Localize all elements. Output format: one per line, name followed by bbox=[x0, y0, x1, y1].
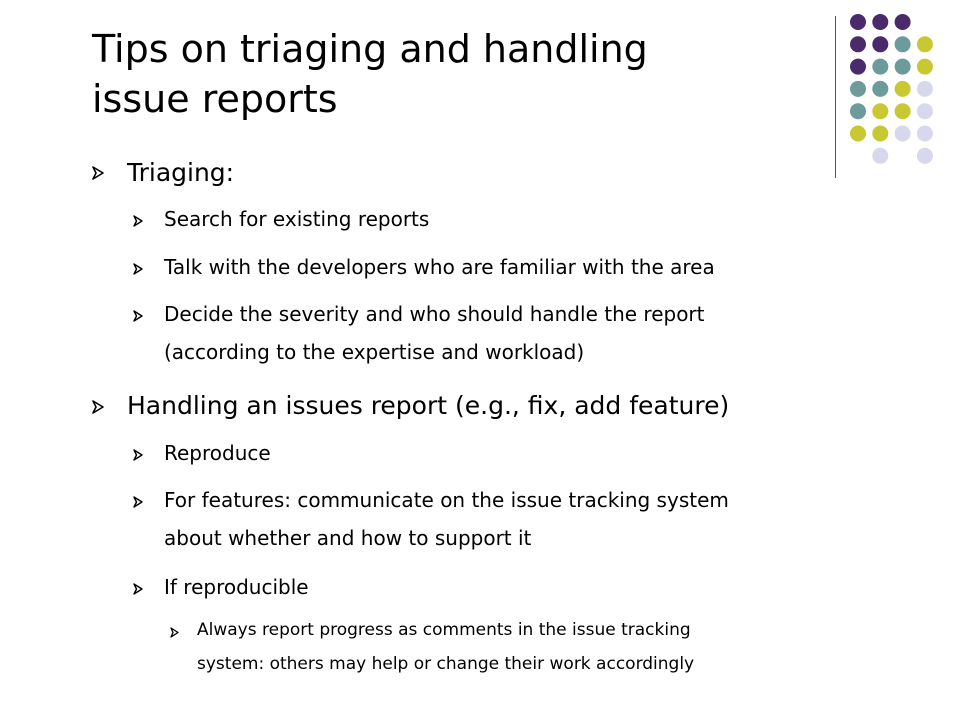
slide-title-line-2: issue reports bbox=[92, 77, 338, 121]
decorative-dot bbox=[895, 103, 911, 119]
handling-item-2-line-2: about whether and how to support it bbox=[164, 526, 532, 550]
triaging-item-3-line-1: Decide the severity and who should handle the report bbox=[164, 302, 705, 326]
decorative-dot bbox=[872, 81, 888, 97]
decorative-dot bbox=[850, 59, 866, 75]
decorative-dot bbox=[917, 81, 933, 97]
decorative-dot bbox=[850, 14, 866, 30]
decorative-dot bbox=[917, 59, 933, 75]
decorative-dot bbox=[850, 103, 866, 119]
decorative-dot bbox=[872, 59, 888, 75]
decorative-dot bbox=[850, 81, 866, 97]
decorative-dot bbox=[895, 126, 911, 142]
handling-heading: Handling an issues report (e.g., fix, add feature) bbox=[127, 391, 730, 420]
triaging-item-1: Search for existing reports bbox=[164, 207, 430, 231]
decorative-dot bbox=[850, 126, 866, 142]
handling-subitem-line-1: Always report progress as comments in the issue tracking bbox=[197, 620, 691, 640]
decorative-dot bbox=[895, 14, 911, 30]
slide-title-line-1: Tips on triaging and handling bbox=[92, 27, 648, 71]
decorative-dot bbox=[917, 148, 933, 164]
decorative-dot bbox=[872, 14, 888, 30]
decorative-dot bbox=[917, 126, 933, 142]
decorative-dot bbox=[872, 126, 888, 142]
triaging-heading: Triaging: bbox=[127, 158, 235, 187]
handling-item-1: Reproduce bbox=[164, 441, 271, 465]
decorative-dot bbox=[872, 148, 888, 164]
decorative-dot bbox=[895, 81, 911, 97]
decorative-dot bbox=[917, 103, 933, 119]
handling-item-3: If reproducible bbox=[164, 575, 309, 599]
decorative-dot bbox=[895, 36, 911, 52]
decorative-dot bbox=[850, 36, 866, 52]
triaging-item-3-line-2: (according to the expertise and workload) bbox=[164, 340, 585, 364]
decorative-dot bbox=[917, 36, 933, 52]
decorative-dot bbox=[872, 36, 888, 52]
handling-item-2-line-1: For features: communicate on the issue tracking system bbox=[164, 488, 729, 512]
decorative-dot bbox=[872, 103, 888, 119]
decorative-dot bbox=[895, 59, 911, 75]
handling-subitem-line-2: system: others may help or change their work accordingly bbox=[197, 654, 695, 674]
triaging-item-2: Talk with the developers who are familiar with the area bbox=[164, 255, 715, 279]
